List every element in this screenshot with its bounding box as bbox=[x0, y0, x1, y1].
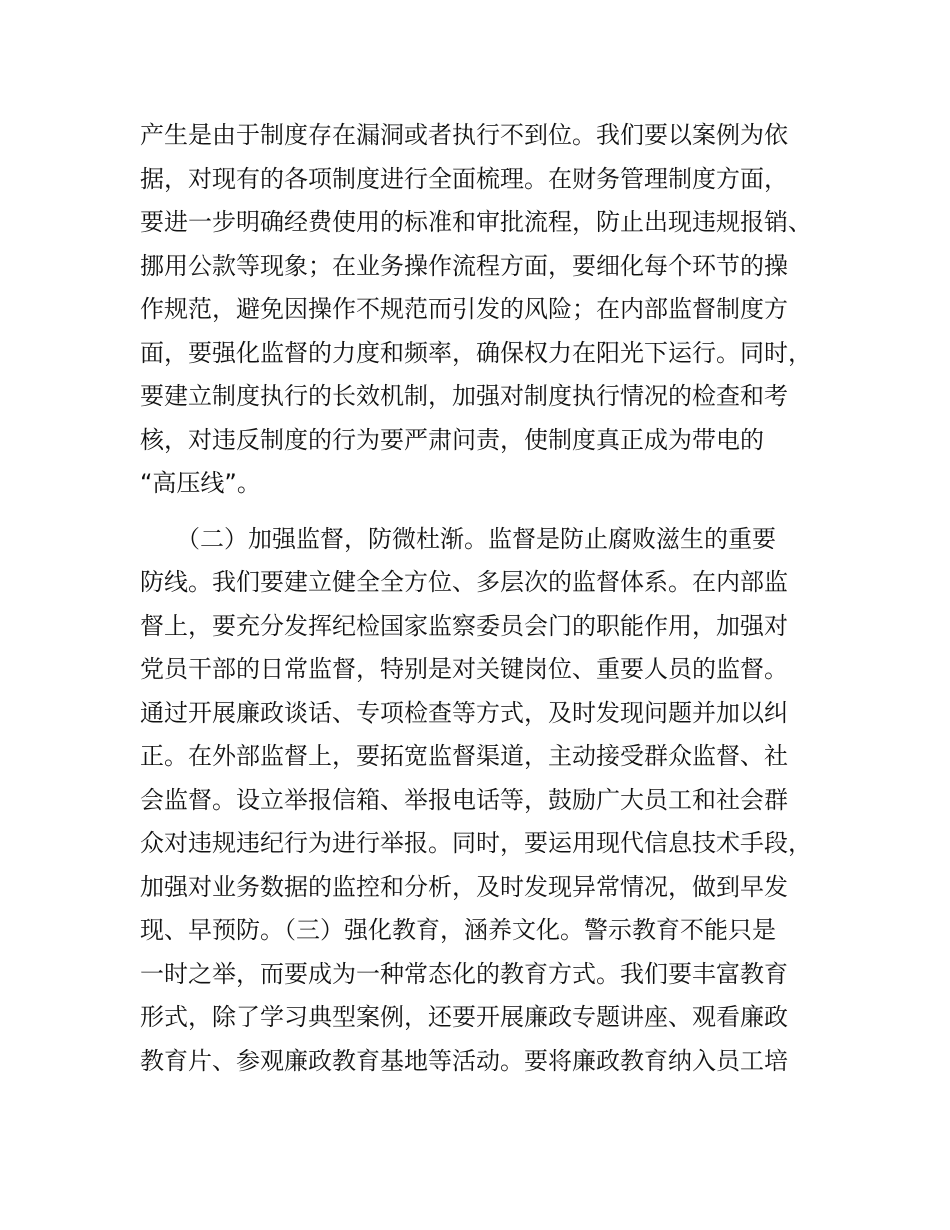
text-line: 党员干部的日常监督，特别是对关键岗位、重要人员的监督。 bbox=[140, 655, 788, 683]
text-line: 现、早预防。（三）强化教育，涵养文化。警示教育不能只是 bbox=[140, 916, 776, 944]
paragraph-gap bbox=[140, 506, 840, 518]
text-line: 挪用公款等现象；在业务操作流程方面，要细化每个环节的操 bbox=[140, 251, 788, 280]
text-line: 教育片、参观廉政教育基地等活动。要将廉政教育纳入员工培 bbox=[140, 1046, 788, 1075]
text-line: “高压线”。 bbox=[140, 469, 261, 497]
text-line: 要进一步明确经费使用的标准和审批流程，防止出现违规报销、 bbox=[140, 208, 812, 236]
text-line: 形式，除了学习典型案例，还要开展廉政专题讲座、观看廉政 bbox=[140, 1003, 788, 1031]
body-text bbox=[140, 114, 840, 1083]
text-line: （二）加强监督，防微杜渐。监督是防止腐败滋生的重要 bbox=[140, 524, 776, 553]
text-line: 加强对业务数据的监控和分析，及时发现异常情况，做到早发 bbox=[140, 872, 788, 901]
text-line: 据，对现有的各项制度进行全面梳理。在财务管理制度方面， bbox=[140, 164, 788, 193]
text-line: 面，要强化监督的力度和频率，确保权力在阳光下运行。同时， bbox=[140, 338, 812, 367]
text-line: 要建立制度执行的长效机制，加强对制度执行情况的检查和考 bbox=[140, 382, 788, 410]
text-line: 防线。我们要建立健全全方位、多层次的监督体系。在内部监 bbox=[140, 568, 788, 596]
text-line: 正。在外部监督上，要拓宽监督渠道，主动接受群众监督、社 bbox=[140, 742, 788, 770]
text-line: 核，对违反制度的行为要严肃问责，使制度真正成为带电的 bbox=[140, 425, 764, 454]
text-line: 通过开展廉政谈话、专项检查等方式，及时发现问题并加以纠 bbox=[140, 698, 788, 727]
text-line: 一时之举，而要成为一种常态化的教育方式。我们要丰富教育 bbox=[140, 959, 788, 988]
text-line: 作规范，避免因操作不规范而引发的风险；在内部监督制度方 bbox=[140, 295, 788, 323]
text-line: 会监督。设立举报信箱、举报电话等，鼓励广大员工和社会群 bbox=[140, 785, 788, 814]
text-line: 产生是由于制度存在漏洞或者执行不到位。我们要以案例为依 bbox=[140, 121, 788, 149]
text-line: 督上，要充分发挥纪检国家监察委员会门的职能作用，加强对 bbox=[140, 611, 788, 640]
text-line: 众对违规违纪行为进行举报。同时，要运用现代信息技术手段， bbox=[140, 829, 812, 857]
